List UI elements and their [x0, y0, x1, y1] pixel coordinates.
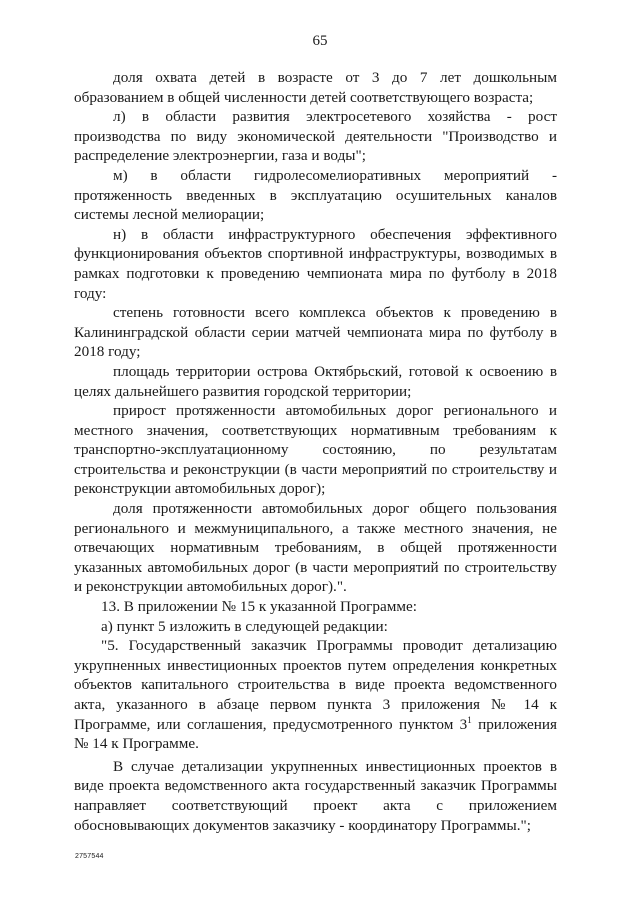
document-body: [74, 68, 557, 835]
paragraph-road-growth: прирост протяженности автомобильных дорог регионального и местного значения, соответствующих нормативным требованиям к транспортно-эксплуатационному состоянию, по результатам строительства и реконструкции (в части мероприятий по строительству и реконструкции автомобильных дорог);: [74, 402, 557, 498]
paragraph-item-m-land-reclamation: м) в области гидролесомелиоративных мероприятий - протяженность введенных в эксплуатацию осушительных каналов системы лесной мелиорации;: [74, 166, 557, 224]
document-code: 2757544: [75, 853, 104, 860]
clause-5-superscript: 1: [467, 714, 472, 725]
paragraph-item-n-sports-infrastructure: н) в области инфраструктурного обеспечения эффективного функционирования объектов спортивной инфраструктуры, возводимых в рамках подготовки к проведению чемпионата мира по футболу в 2018 году:: [74, 225, 557, 302]
paragraph-item-l-power-grid: л) в области развития электросетевого хозяйства - рост производства по виду экономической деятельности "Производство и распределение электроэнергии, газа и воды";: [74, 108, 557, 165]
paragraph-road-share: доля протяженности автомобильных дорог общего пользования регионального и межмуниципального, а также местного значения, не отвечающих нормативным требованиям, в общей протяженности указанных автомобильных дорог (в части мероприятий по строительству и реконструкции автомобильных дорог).".: [74, 500, 557, 596]
paragraph-preschool-coverage: доля охвата детей в возрасте от 3 до 7 лет дошкольным образованием в общей численности детей соответствующего возраста;: [74, 69, 557, 106]
paragraph-clause-5: [74, 636, 557, 754]
clause-5-text: "5. Государственный заказчик Программы проводит детализацию укрупненных инвестиционных проектов путем определения конкретных объектов капитального строительства в виде проекта ведомственного акта, указанного в абзаце первом пункта 3 приложения № 14 к Программе, или соглашения, предусмотренного пунктом 3: [74, 637, 557, 733]
paragraph-item-a: а) пункт 5 изложить в следующей редакции:: [101, 617, 388, 635]
paragraph-oktyabrsky-island: площадь территории острова Октябрьский, готовой к освоению в целях дальнейшего развития городской территории;: [74, 362, 557, 400]
paragraph-readiness-degree: степень готовности всего комплекса объектов к проведению в Калининградской области серии матчей чемпионата мира по футболу в 2018 году;: [74, 304, 557, 361]
paragraph-detailing-case: В случае детализации укрупненных инвестиционных проектов в виде проекта ведомственного акта государственный заказчик Программы направляет соответствующий проект акта с приложением обосновывающих документов заказчику - координатору Программы.";: [74, 757, 557, 834]
clause-5-text-end: приложения № 14 к Программе.: [74, 715, 558, 753]
paragraph-item-13: 13. В приложении № 15 к указанной Программе:: [101, 598, 417, 616]
page-number: 65: [312, 33, 328, 49]
